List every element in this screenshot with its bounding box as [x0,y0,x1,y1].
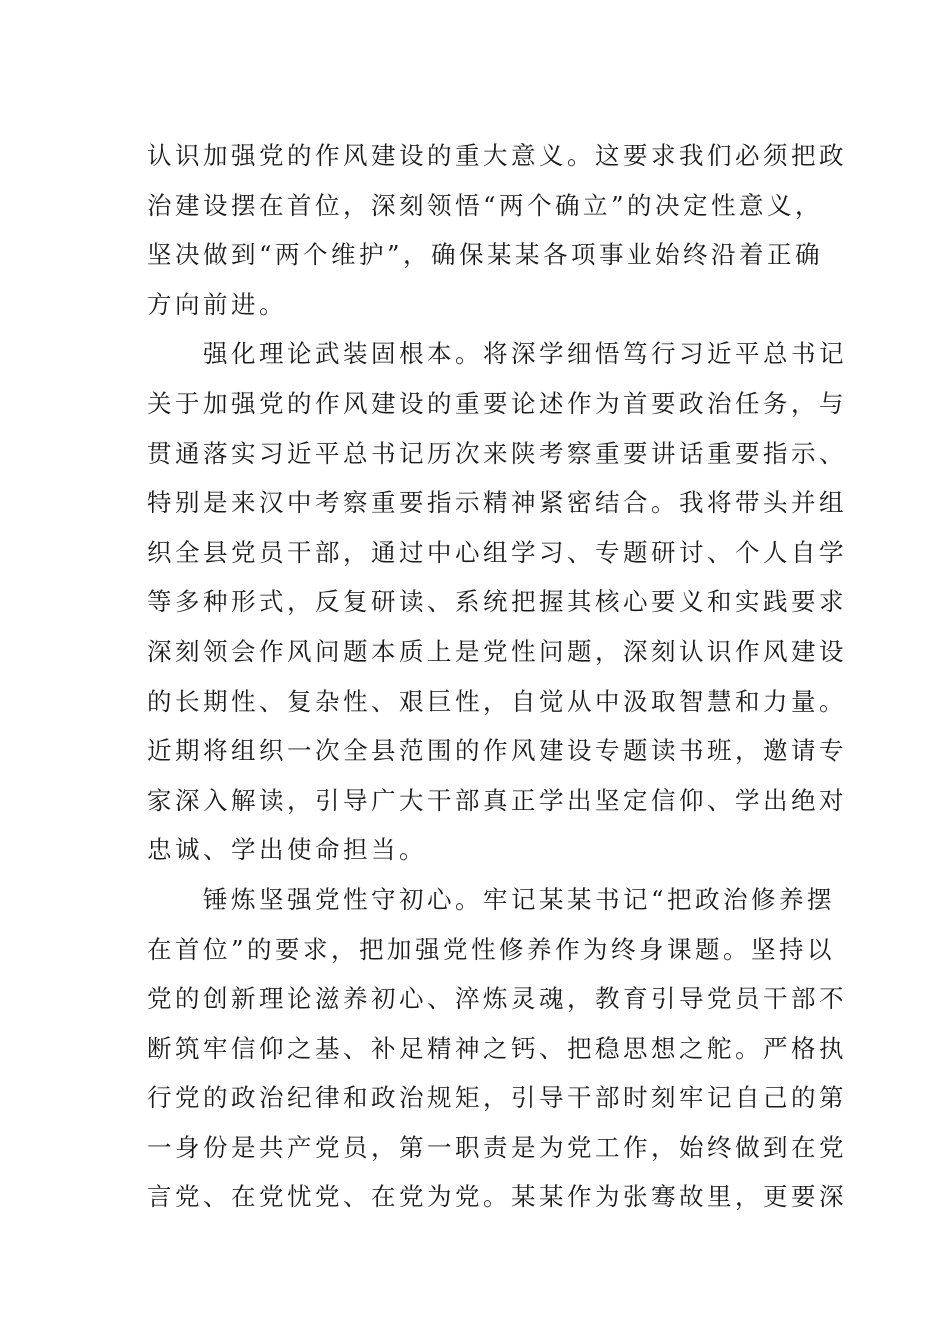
text-line: 行党的政治纪律和政治规矩，引导干部时刻牢记自己的第 [147,1083,847,1113]
text-line: 在首位”的要求，把加强党性修养作为终身课题。坚持以 [147,934,836,964]
text-line: 深刻领会作风问题本质上是党性问题，深刻认识作风建设 [147,636,847,666]
text-line: 特别是来汉中考察重要指示精神紧密结合。我将带头并组 [147,488,847,518]
text-line: 治建设摆在首位，深刻领悟“两个确立”的决定性意义， [147,190,824,220]
text-line: 党的创新理论滋养初心、淬炼灵魂，教育引导党员干部不 [147,984,847,1014]
text-line: 一身份是共产党员，第一职责是为党工作，始终做到在党 [147,1132,847,1162]
text-line: 认识加强党的作风建设的重大意义。这要求我们必须把政 [147,141,847,170]
text-line: 等多种形式，反复研读、系统把握其核心要义和实践要求 [147,587,847,617]
text-line: 家深入解读，引导广大干部真正学出坚定信仰、学出绝对 [147,785,847,815]
text-line: 的长期性、复杂性、艰巨性，自觉从中汲取智慧和力量。 [147,686,847,716]
text-line: 近期将组织一次全县范围的作风建设专题读书班，邀请专 [147,736,847,766]
document-body [147,131,847,1222]
text-line: 方向前进。 [147,289,287,319]
paragraph-heading-line: 强化理论武装固根本。将深学细悟笃行习近平总书记 [203,339,847,369]
text-line: 忠诚、学出使命担当。 [147,835,427,865]
text-line: 贯通落实习近平总书记历次来陕考察重要讲话重要指示、 [147,438,847,468]
text-line: 言党、在党忧党、在党为党。某某作为张骞故里，更要深 [147,1182,847,1212]
text-line: 织全县党员干部，通过中心组学习、专题研讨、个人自学 [147,537,847,567]
paragraph-heading-line: 锤炼坚强党性守初心。牢记某某书记“把政治修养摆 [203,884,836,914]
text-line: 关于加强党的作风建设的重要论述作为首要政治任务，与 [147,388,847,418]
text-line: 断筑牢信仰之基、补足精神之钙、把稳思想之舵。严格执 [147,1033,847,1063]
text-line: 坚决做到“两个维护”，确保某某各项事业始终沿着正确 [147,240,824,270]
